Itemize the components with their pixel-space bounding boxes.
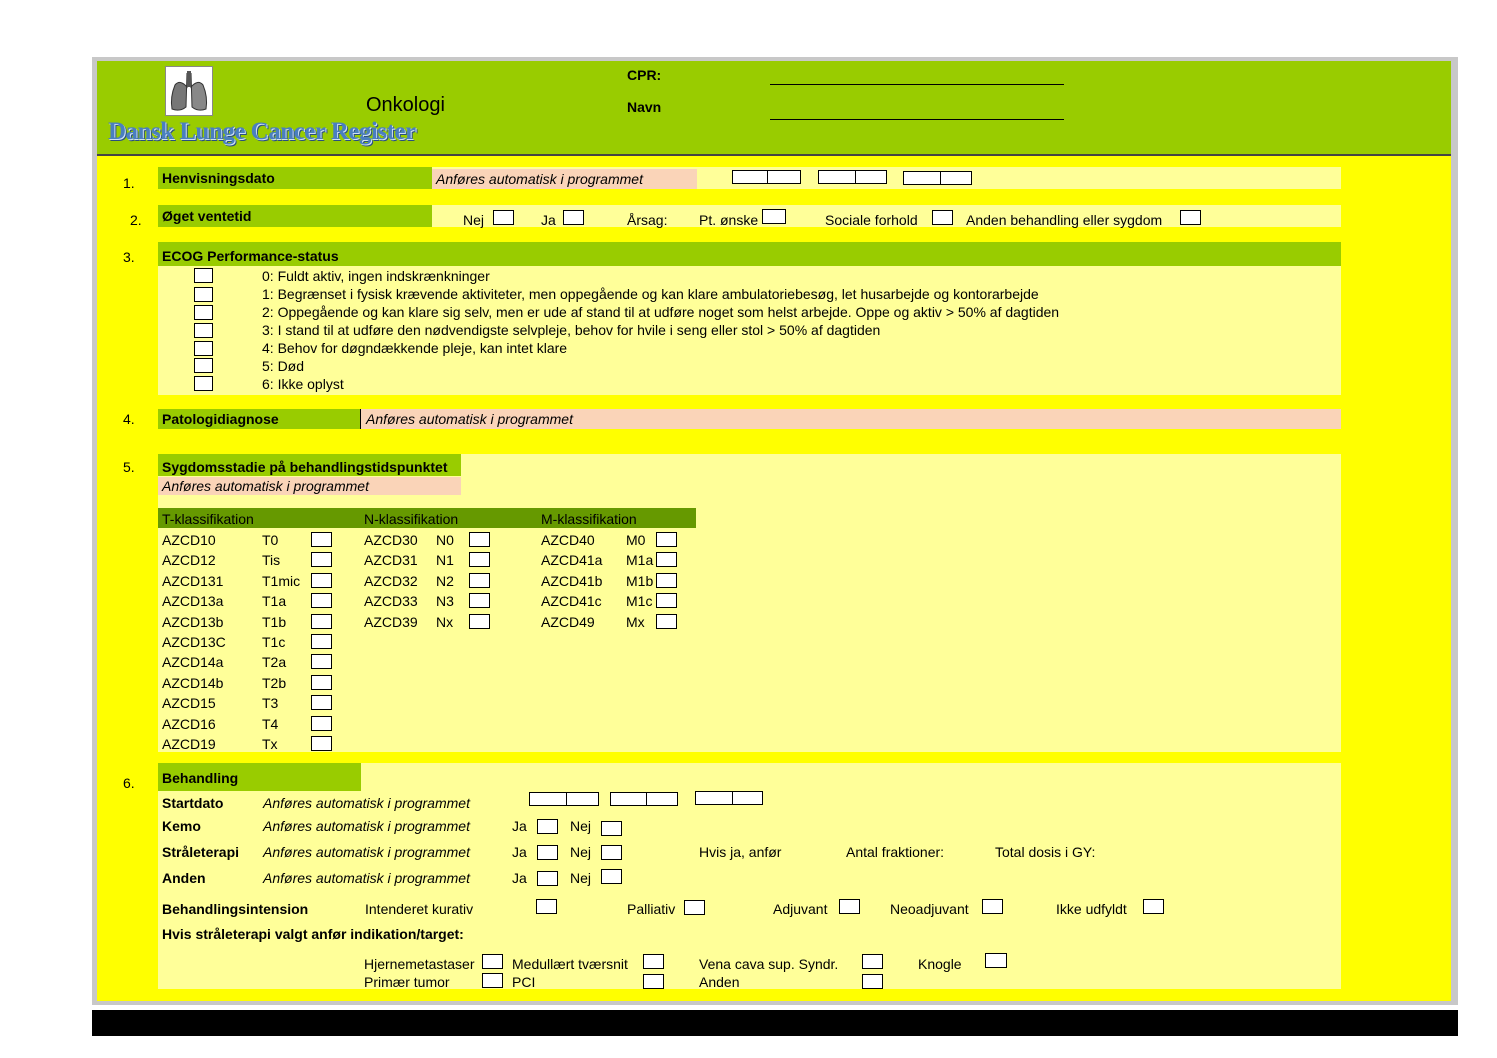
date-month-box-2[interactable]	[855, 170, 887, 184]
date-month-box-1[interactable]	[818, 170, 856, 184]
chemo-ja-checkbox[interactable]	[537, 819, 558, 834]
ecog-1-checkbox[interactable]	[194, 287, 213, 302]
m-code-3: AZCD41c	[541, 593, 602, 609]
t-class-header: T-klassifikation	[162, 511, 254, 527]
ecog-3-label: 3: I stand til at udføre den nødvendigste selvpleje, behov for hvile i seng eller stol > 50% af dagtiden	[262, 322, 881, 338]
n-checkbox-2[interactable]	[469, 573, 490, 588]
n-code-0: AZCD30	[364, 532, 418, 548]
radio-ja-checkbox[interactable]	[537, 845, 558, 860]
t-stage-8: T3	[262, 695, 279, 711]
section-6-title: Behandling	[158, 763, 361, 791]
lungs-logo-icon	[165, 66, 213, 116]
start-year-box-1[interactable]	[695, 791, 733, 805]
t-stage-4: T1b	[262, 614, 287, 630]
n-stage-4: Nx	[436, 614, 454, 630]
start-month-box-1[interactable]	[610, 792, 647, 806]
ecog-4-checkbox[interactable]	[194, 341, 213, 356]
adjuvant-checkbox[interactable]	[839, 899, 860, 914]
n-stage-1: N1	[436, 552, 454, 568]
section-2-number: 2.	[130, 212, 142, 228]
target-other-label: Anden	[699, 974, 740, 990]
m-stage-4: Mx	[626, 614, 645, 630]
n-checkbox-4[interactable]	[469, 614, 490, 629]
section-4-title: Patologidiagnose	[158, 409, 361, 429]
bottom-bar	[92, 1010, 1458, 1036]
t-code-4: AZCD13b	[162, 614, 224, 630]
reason-patient-checkbox[interactable]	[762, 209, 786, 224]
date-day-box-2[interactable]	[767, 170, 801, 184]
registry-title: Dansk Lunge Cancer Register	[108, 118, 416, 145]
t-checkbox-8[interactable]	[311, 695, 332, 710]
target-spinal-label: Medullært tværsnit	[512, 956, 628, 972]
m-checkbox-4[interactable]	[656, 614, 677, 629]
t-stage-5: T1c	[262, 634, 286, 650]
not-filled-label: Ikke udfyldt	[1056, 901, 1127, 917]
n-checkbox-0[interactable]	[469, 532, 490, 547]
pathology-auto: Anføres automatisk i programmet	[366, 411, 573, 427]
total-dose-label: Total dosis i GY:	[995, 844, 1096, 860]
m-class-header: M-klassifikation	[541, 511, 637, 527]
m-stage-0: M0	[626, 532, 646, 548]
m-stage-1: M1a	[626, 552, 654, 568]
section-2-title: Øget ventetid	[158, 205, 432, 227]
radiotherapy-auto: Anføres automatisk i programmet	[263, 844, 470, 860]
not-filled-checkbox[interactable]	[1143, 899, 1164, 914]
section-3-title: ECOG Performance-status	[158, 242, 1341, 266]
startdate-auto: Anføres automatisk i programmet	[263, 795, 470, 811]
ecog-5-label: 5: Død	[262, 358, 305, 374]
t-code-7: AZCD14b	[162, 675, 224, 691]
n-code-2: AZCD32	[364, 573, 418, 589]
start-month-box-2[interactable]	[646, 792, 678, 806]
t-code-6: AZCD14a	[162, 654, 224, 670]
chemo-label: Kemo	[162, 818, 201, 834]
ecog-6-label: 6: Ikke oplyst	[262, 376, 344, 392]
t-checkbox-3[interactable]	[311, 593, 332, 608]
radio-specify-label: Hvis ja, anfør	[699, 844, 782, 860]
t-code-5: AZCD13C	[162, 634, 226, 650]
t-checkbox-0[interactable]	[311, 532, 332, 547]
radio-nej-checkbox[interactable]	[601, 845, 622, 860]
t-stage-1: Tis	[262, 552, 281, 568]
section-5-number: 5.	[123, 459, 135, 475]
radio-ja-label: Ja	[512, 844, 527, 860]
ecog-4-label: 4: Behov for døgndækkende pleje, kan intet klare	[262, 340, 568, 356]
other-treatment-label: Anden	[162, 870, 206, 886]
section-4-number: 4.	[123, 411, 135, 427]
ecog-3-checkbox[interactable]	[194, 323, 213, 338]
target-brain-label: Hjernemetastaser	[364, 956, 475, 972]
m-checkbox-1[interactable]	[656, 552, 677, 567]
chemo-nej-label: Nej	[570, 818, 592, 834]
n-stage-2: N2	[436, 573, 454, 589]
ecog-2-checkbox[interactable]	[194, 305, 213, 320]
t-stage-9: T4	[262, 716, 279, 732]
section-3-number: 3.	[123, 249, 135, 265]
t-checkbox-2[interactable]	[311, 573, 332, 588]
t-checkbox-7[interactable]	[311, 675, 332, 690]
t-code-9: AZCD16	[162, 716, 216, 732]
n-code-3: AZCD33	[364, 593, 418, 609]
m-checkbox-0[interactable]	[656, 532, 677, 547]
ecog-5-checkbox[interactable]	[194, 358, 213, 373]
section-5-title: Sygdomsstadie på behandlingstidspunktet	[158, 454, 461, 476]
intension-label: Behandlingsintension	[162, 901, 309, 917]
m-code-1: AZCD41a	[541, 552, 603, 568]
t-code-10: AZCD19	[162, 736, 216, 752]
m-checkbox-2[interactable]	[656, 573, 677, 588]
t-checkbox-1[interactable]	[311, 552, 332, 567]
chemo-ja-label: Ja	[512, 818, 527, 834]
t-checkbox-5[interactable]	[311, 634, 332, 649]
name-label: Navn	[627, 99, 662, 115]
target-vena-label: Vena cava sup. Syndr.	[699, 956, 839, 972]
ecog-6-checkbox[interactable]	[194, 376, 213, 391]
t-checkbox-4[interactable]	[311, 614, 332, 629]
ecog-0-checkbox[interactable]	[194, 268, 213, 283]
date-day-box-1[interactable]	[732, 170, 768, 184]
other-nej-label: Nej	[570, 870, 592, 886]
n-code-4: AZCD39	[364, 614, 418, 630]
fractions-label: Antal fraktioner:	[846, 844, 945, 860]
ecog-0-label: 0: Fuldt aktiv, ingen indskrænkninger	[262, 268, 490, 284]
palliative-label: Palliativ	[627, 901, 676, 917]
wait-reason-label: Årsag:	[627, 212, 668, 228]
t-code-3: AZCD13a	[162, 593, 224, 609]
m-code-2: AZCD41b	[541, 573, 603, 589]
neoadjuvant-checkbox[interactable]	[982, 899, 1003, 914]
n-stage-0: N0	[436, 532, 454, 548]
neoadjuvant-label: Neoadjuvant	[890, 901, 969, 917]
t-stage-3: T1a	[262, 593, 287, 609]
t-code-0: AZCD10	[162, 532, 216, 548]
m-checkbox-3[interactable]	[656, 593, 677, 608]
m-code-0: AZCD40	[541, 532, 595, 548]
curative-checkbox[interactable]	[536, 899, 557, 914]
t-stage-0: T0	[262, 532, 279, 548]
t-checkbox-9[interactable]	[311, 716, 332, 731]
section-1-number: 1.	[123, 175, 135, 191]
m-stage-2: M1b	[626, 573, 654, 589]
target-primary-checkbox[interactable]	[482, 973, 503, 988]
referral-date-auto: Anføres automatisk i programmet	[432, 169, 697, 189]
target-vena-checkbox[interactable]	[862, 954, 883, 969]
curative-label: Intenderet kurativ	[365, 901, 474, 917]
other-ja-label: Ja	[512, 870, 527, 886]
n-class-header: N-klassifikation	[364, 511, 459, 527]
reason-other-label: Anden behandling eller sygdom	[966, 212, 1163, 228]
t-code-1: AZCD12	[162, 552, 216, 568]
start-day-box-2[interactable]	[566, 792, 599, 806]
start-year-box-2[interactable]	[732, 791, 763, 805]
other-treatment-auto: Anføres automatisk i programmet	[263, 870, 470, 886]
radiotherapy-label: Stråleterapi	[162, 844, 240, 860]
ecog-1-label: 1: Begrænset i fysisk krævende aktiviteter, men oppegående og kan klare ambulatoriebesøg, let husarbejde og kontorarbejde	[262, 286, 1039, 302]
target-pci-checkbox[interactable]	[643, 974, 664, 989]
cpr-input[interactable]	[770, 84, 1064, 85]
wait-nej-label: Nej	[463, 212, 485, 228]
n-code-1: AZCD31	[364, 552, 418, 568]
reason-other-checkbox[interactable]	[1180, 210, 1201, 225]
form-title: Onkologi	[366, 94, 445, 116]
m-code-4: AZCD49	[541, 614, 595, 630]
reason-patient-label: Pt. ønske	[699, 212, 759, 228]
radio-nej-label: Nej	[570, 844, 592, 860]
n-stage-3: N3	[436, 593, 454, 609]
wait-ja-label: Ja	[541, 212, 556, 228]
t-code-8: AZCD15	[162, 695, 216, 711]
target-bone-checkbox[interactable]	[985, 953, 1007, 968]
target-pci-label: PCI	[512, 974, 536, 990]
n-checkbox-1[interactable]	[469, 552, 490, 567]
n-checkbox-3[interactable]	[469, 593, 490, 608]
reason-social-checkbox[interactable]	[932, 210, 953, 225]
adjuvant-label: Adjuvant	[773, 901, 828, 917]
section-6-number: 6.	[123, 775, 135, 791]
other-ja-checkbox[interactable]	[537, 871, 558, 886]
t-stage-6: T2a	[262, 654, 287, 670]
wait-nej-checkbox[interactable]	[493, 210, 514, 225]
t-stage-7: T2b	[262, 675, 287, 691]
t-checkbox-6[interactable]	[311, 654, 332, 669]
date-year-box-2[interactable]	[940, 171, 972, 185]
t-stage-2: T1mic	[262, 573, 301, 589]
t-stage-10: Tx	[262, 736, 278, 752]
section-5-block	[158, 454, 1341, 752]
start-day-box-1[interactable]	[529, 792, 567, 806]
wait-ja-checkbox[interactable]	[563, 210, 584, 225]
date-year-box-1[interactable]	[903, 171, 941, 185]
name-input[interactable]	[770, 119, 1064, 120]
t-checkbox-10[interactable]	[311, 736, 332, 751]
target-bone-label: Knogle	[918, 956, 962, 972]
startdate-label: Startdato	[162, 795, 224, 811]
target-other-checkbox[interactable]	[862, 974, 883, 989]
other-nej-checkbox[interactable]	[601, 869, 622, 884]
stage-auto: Anføres automatisk i programmet	[158, 477, 461, 495]
chemo-nej-checkbox[interactable]	[601, 821, 622, 836]
target-brain-checkbox[interactable]	[482, 954, 503, 969]
ecog-2-label: 2: Oppegående og kan klare sig selv, men er ude af stand til at udføre noget som helst arbejde. Oppe og aktiv > 50% af dagtiden	[262, 304, 1060, 320]
t-code-2: AZCD131	[162, 573, 224, 589]
palliative-checkbox[interactable]	[684, 900, 705, 915]
target-heading: Hvis stråleterapi valgt anfør indikation/target:	[162, 926, 464, 942]
reason-social-label: Sociale forhold	[825, 212, 918, 228]
chemo-auto: Anføres automatisk i programmet	[263, 818, 470, 834]
target-primary-label: Primær tumor	[364, 974, 450, 990]
cpr-label: CPR:	[627, 67, 662, 83]
target-spinal-checkbox[interactable]	[643, 954, 664, 969]
m-stage-3: M1c	[626, 593, 653, 609]
section-1-title: Henvisningsdato	[158, 167, 432, 189]
